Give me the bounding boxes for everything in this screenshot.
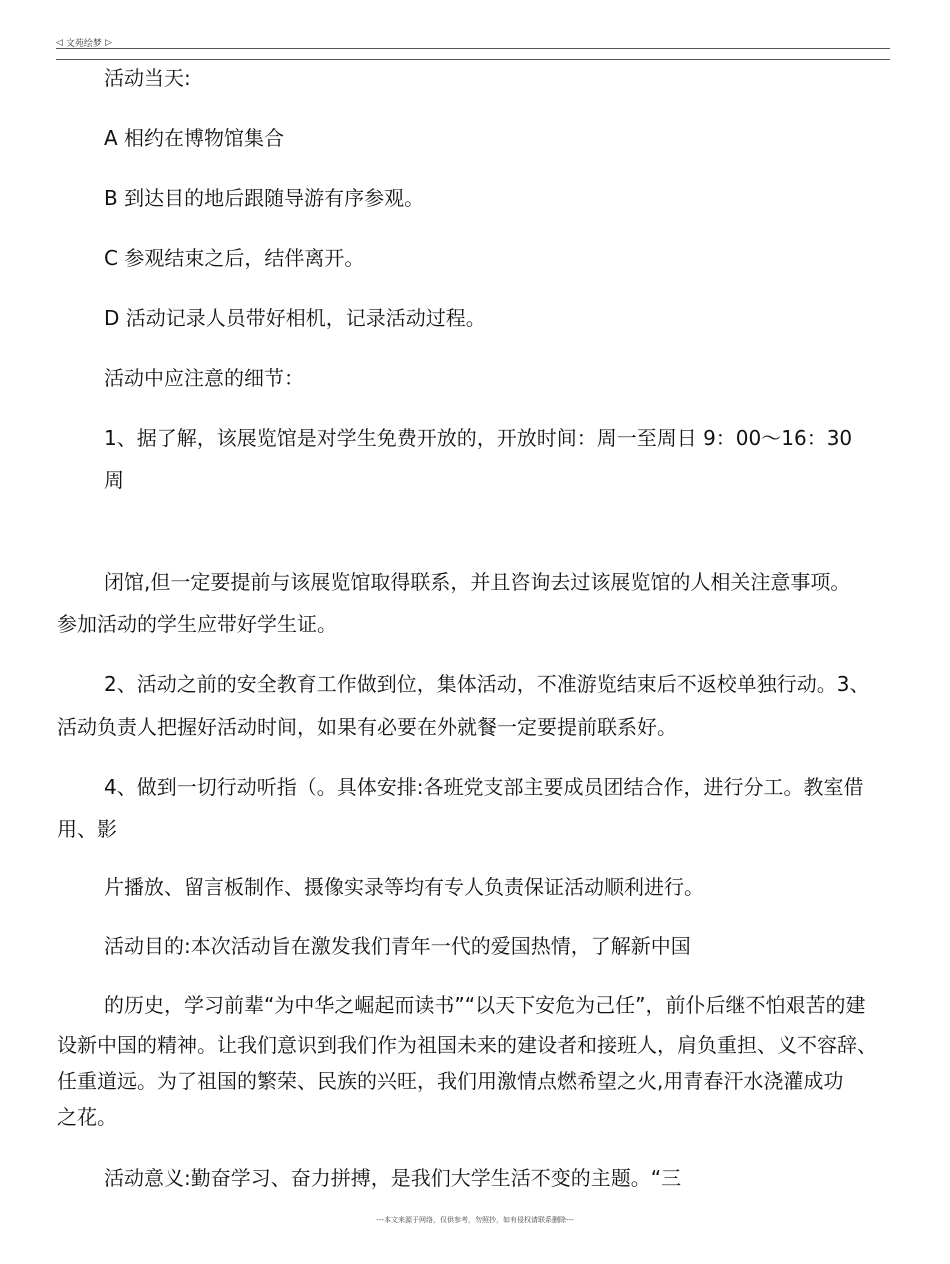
- document-body: [57, 58, 897, 1198]
- text-line: 之花。: [57, 1105, 117, 1129]
- text-line: B 到达目的地后跟随导游有序参观。: [104, 186, 425, 210]
- text-line: 2、活动之前的安全教育工作做到位，集体活动，不准游览结束后不返校单独行动。3、: [104, 672, 870, 696]
- text-line: 活动负责人把握好活动时间，如果有必要在外就餐一定要提前联系好。: [57, 715, 677, 739]
- text-line: 片播放、留言板制作、摄像实录等均有专人负责保证活动顺利进行。: [104, 875, 704, 899]
- text-line: 4、做到一切行动听指（。具体安排:各班党支部主要成员团结合作，进行分工。教室借: [104, 775, 864, 799]
- header-text: 文苑绘梦: [65, 39, 102, 49]
- text-line: 周: [104, 468, 124, 492]
- text-line: 活动意义:勤奋学习、奋力拼搏，是我们大学生活不变的主题。“三: [104, 1166, 682, 1190]
- text-line: 活动目的:本次活动旨在激发我们青年一代的爱国热情，了解新中国: [104, 934, 691, 958]
- text-line: 闭馆,但一定要提前与该展览馆取得联系，并且咨询去过该展览馆的人相关注意事项。: [104, 570, 851, 594]
- text-line: 参加活动的学生应带好学生证。: [57, 612, 337, 636]
- left-triangle-icon: ◁: [56, 37, 63, 48]
- text-line: 用、影: [57, 817, 117, 841]
- right-triangle-icon: ▷: [104, 37, 112, 48]
- text-line: C 参观结束之后，结伴离开。: [104, 246, 365, 270]
- text-line: 1、据了解，该展览馆是对学生免费开放的，开放时间：周一至周日 9：00〜16：30: [104, 426, 853, 450]
- text-line: D 活动记录人员带好相机，记录活动过程。: [104, 306, 486, 330]
- header-rule-top: [56, 48, 890, 49]
- text-line: 设新中国的精神。让我们意识到我们作为祖国未来的建设者和接班人，肩负重担、义不容辞、: [57, 1033, 877, 1057]
- text-line: A 相约在博物馆集合: [104, 126, 285, 150]
- page-footer: ---本文来源于网络，仅供参考，勿照抄，如有侵权请联系删除---: [376, 1216, 574, 1224]
- text-line: 的历史，学习前辈“为中华之崛起而读书”“以天下安危为己任”，前仆后继不怕艰苦的建: [104, 993, 866, 1017]
- text-line: 活动当天:: [104, 66, 191, 90]
- text-line: 任重道远。为了祖国的繁荣、民族的兴旺，我们用激情点燃希望之火,用青春汗水浇灌成功: [57, 1069, 844, 1093]
- text-line: 活动中应注意的细节：: [104, 366, 304, 390]
